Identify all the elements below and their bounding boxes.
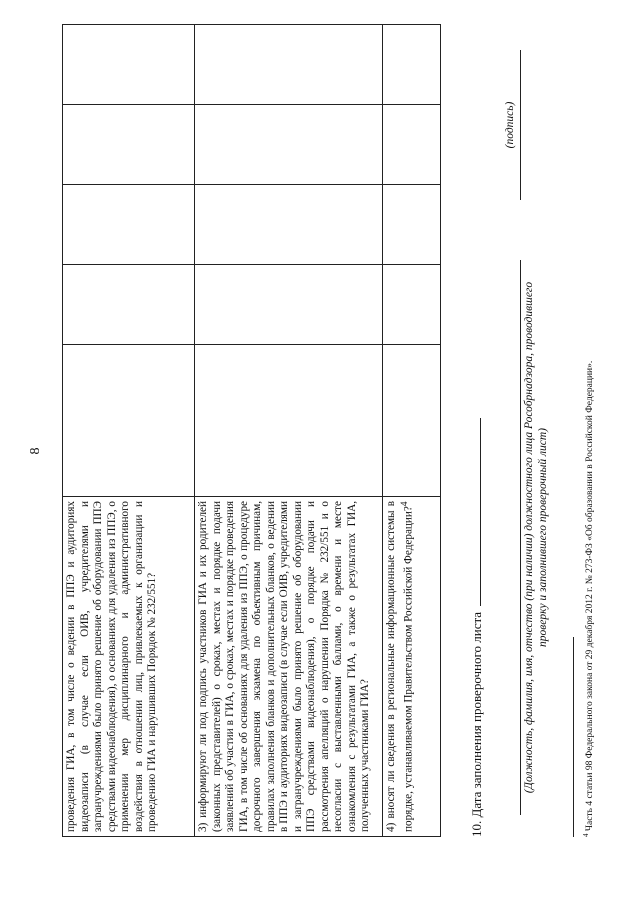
answer-cell: [63, 25, 195, 105]
answer-cell: [63, 185, 195, 265]
question-text: 4) вносят ли сведения в региональные информационные системы в порядке, устанавливаемом Правительством Российской Федерации?: [385, 501, 415, 832]
page-number: 8: [28, 447, 43, 455]
answer-cell: [383, 345, 441, 497]
answer-cell: [63, 105, 195, 185]
footnote: [582, 361, 595, 837]
answer-cell: [383, 265, 441, 345]
checklist-table: [62, 24, 441, 837]
completion-date-field: [468, 418, 481, 606]
table-row: [383, 25, 441, 837]
answer-cell: [63, 265, 195, 345]
question-cell: проведения ГИА, в том числе о ведении в ППЭ и аудиториях видеозаписи (в случае если ОИВ, учредителями и загранучреждениями было принято решение об оборудовании ППЭ средствами видеонаблюдения), о основаниях для удаления из ППЭ, о применении мер дисциплинарного и административного воздействия в отношении лиц, привлекаемых к организации и проведению ГИА и нарушивших Порядок № 232/551?: [63, 497, 195, 837]
answer-cell: [383, 25, 441, 105]
question-cell: [383, 497, 441, 837]
footnote-separator: [573, 637, 574, 837]
footnote-number: 4: [582, 833, 590, 837]
signature-line: [520, 50, 521, 200]
official-caption: (Должность, фамилия, имя, отчество (при наличии) должностного лица Рособрнадзора, проводившего проверку и заполнившего проверочный лист): [523, 281, 549, 794]
answer-cell: [383, 105, 441, 185]
answer-cell: [195, 185, 383, 265]
completion-date-label: 10. Дата заполнения проверочного листа: [469, 611, 484, 837]
completion-date: [468, 418, 485, 837]
answer-cell: [383, 185, 441, 265]
answer-cell: [195, 25, 383, 105]
answer-cell: [195, 265, 383, 345]
footnote-text: Часть 4 статьи 98 Федерального закона от 29 декабря 2012 г. № 273-ФЗ «Об образовании в Российской Федерации».: [585, 360, 596, 832]
table-row: [63, 25, 195, 837]
signature-block: [500, 15, 560, 815]
signature-label: (подпись): [504, 101, 516, 149]
table-row: [195, 25, 383, 837]
answer-cell: [63, 345, 195, 497]
answer-cell: [195, 345, 383, 497]
footnote-marker: 4: [399, 501, 410, 507]
position-name-line: [520, 260, 521, 815]
answer-cell: [195, 105, 383, 185]
question-cell: 3) информируют ли под подпись участников ГИА и их родителей (законных представителей) о сроках, местах и порядке подачи заявлений об участии в ГИА, о сроках, местах и порядке проведения ГИА, в том числе об основаниях для удаления из ППЭ, о процедуре досрочного завершения экзамена по объективным причинам, правилах заполнения бланков и дополнительных бланков, о ведении в ППЭ и аудиториях видеозаписи (в случае если ОИВ, учредителями и загранучреждениями было принято решение об оборудовании ППЭ средствами видеонаблюдения), о порядке подачи и рассмотрения апелляций о нарушении Порядка № 232/551 и о несогласии с выставленными баллами, о времени и месте ознакомления с результатами ГИА, а также о результатах ГИА, полученных участниками ГИА?: [195, 497, 383, 837]
